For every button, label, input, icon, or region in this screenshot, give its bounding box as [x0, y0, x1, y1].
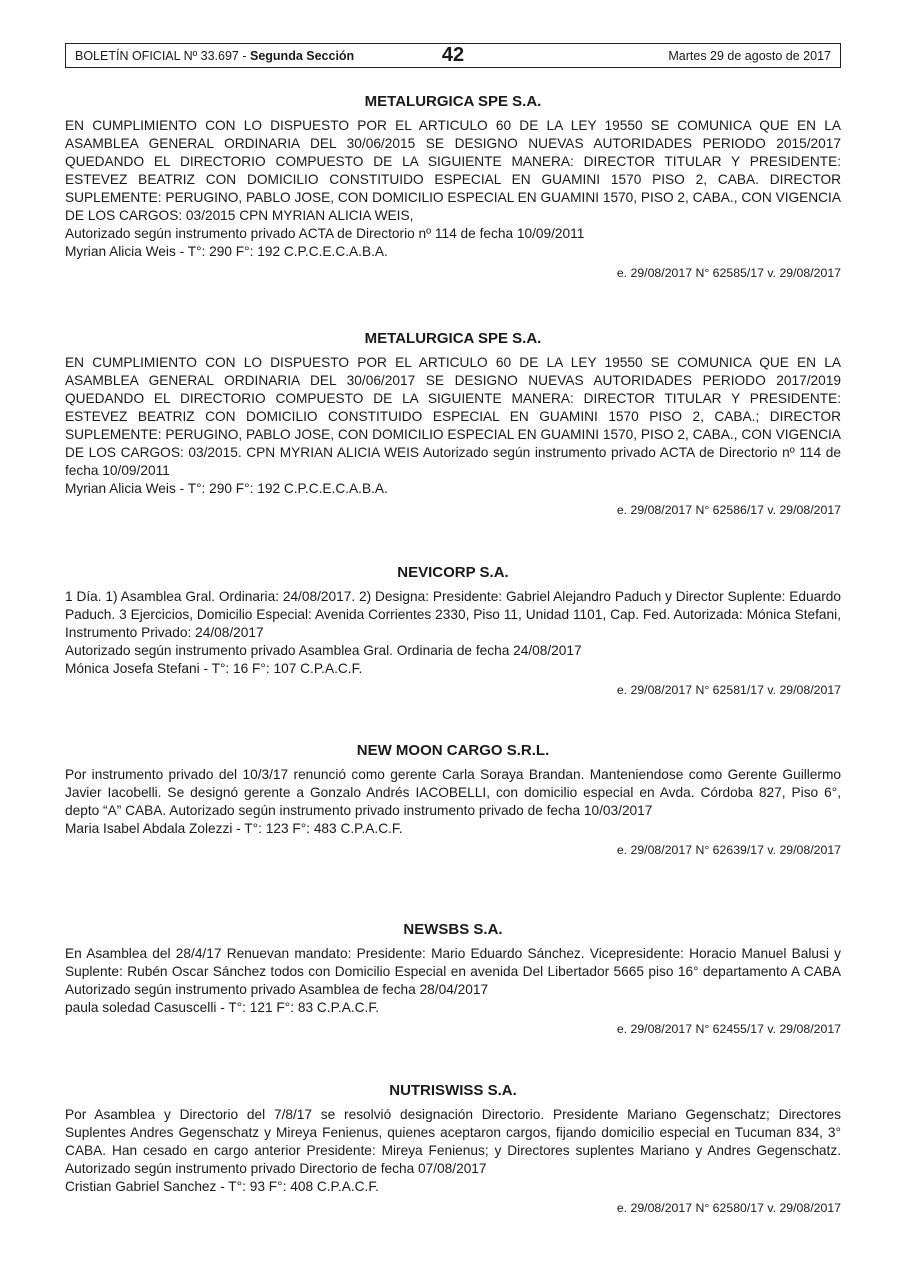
notice-signer: Maria Isabel Abdala Zolezzi - T°: 123 F°: 483 C.P.A.C.F. [65, 821, 403, 836]
notice-signer: paula soledad Casuscelli - T°: 121 F°: 83 C.P.A.C.F. [65, 1000, 380, 1015]
notice [65, 564, 841, 699]
notice-body: EN CUMPLIMIENTO CON LO DISPUESTO POR EL ARTICULO 60 DE LA LEY 19550 SE COMUNICA QUE EN LA ASAMBLEA GENERAL ORDINARIA DEL 30/06/2015 SE DESIGNO NUEVAS AUTORIDADES PERIODO 2015/2017 QUEDANDO EL DIRECTORIO COMPUESTO DE LA SIGUIENTE MANERA: DIRECTOR TITULAR Y PRESIDENTE: ESTEVEZ BEATRIZ CON DOMICILIO CONSTITUIDO ESPECIAL EN GUAMINI 1570 PISO 2, CABA. DIRECTOR SUPLEMENTE: PERUGINO, PABLO JOSE, CON DOMICILIO ESPECIAL EN GUAMINI 1570, PISO 2, CABA., CON VIGENCIA DE LOS CARGOS: 03/2015 CPN MYRIAN ALICIA WEIS, [65, 118, 841, 223]
notice-body: Por Asamblea y Directorio del 7/8/17 se resolvió designación Directorio. Presidente Mariano Gegenschatz; Directores Suplentes Andres Gegenschatz y Mireya Fenienus, quienes aceptaron cargos, fijando domicilio especial en Tucuman 834, 3° CABA. Han cesado en cargo anterior Presidente: Mireya Fenienus; y Directores suplentes Mariano y Andres Gegenschatz. Autorizado según instrumento privado Directorio de fecha 07/08/2017 [65, 1107, 841, 1176]
notice-authorization: Autorizado según instrumento privado Asamblea Gral. Ordinaria de fecha 24/08/2017 [65, 643, 582, 658]
notice-edict-number: e. 29/08/2017 N° 62585/17 v. 29/08/2017 [616, 266, 841, 280]
notice-body: En Asamblea del 28/4/17 Renuevan mandato: Presidente: Mario Eduardo Sánchez. Vicepresidente: Horacio Manuel Balusi y Suplente: Rubén Oscar Sánchez todos con Domicilio Especial en avenida Del Libertador 5665 piso 16° departamento A CABA Autorizado según instrumento privado Asamblea de fecha 28/04/2017 [65, 946, 841, 997]
notice [65, 742, 841, 859]
notice-signer: Mónica Josefa Stefani - T°: 16 F°: 107 C.P.A.C.F. [65, 661, 363, 676]
notice-title: NEVICORP S.A. [397, 564, 509, 581]
notice-signer: Myrian Alicia Weis - T°: 290 F°: 192 C.P.C.E.C.A.B.A. [65, 244, 388, 259]
page-number: 42 [441, 44, 465, 66]
section-name: Segunda Sección [250, 48, 355, 63]
notice [65, 1082, 841, 1217]
notice-edict-number: e. 29/08/2017 N° 62580/17 v. 29/08/2017 [616, 1201, 841, 1215]
notice-title: NEW MOON CARGO S.R.L. [356, 742, 550, 759]
notice-body: 1 Día. 1) Asamblea Gral. Ordinaria: 24/08/2017. 2) Designa: Presidente: Gabriel Alejandro Paduch y Director Suplente: Eduardo Paduch. 3 Ejercicios, Domicilio Especial: Avenida Corrientes 2330, Piso 11, Unidad 1101, Cap. Fed. Autorizada: Mónica Stefani, Instrumento Privado: 24/08/2017 [65, 589, 841, 640]
notice-authorization: Autorizado según instrumento privado ACTA de Directorio nº 114 de fecha 10/09/2011 [65, 226, 585, 241]
publication-info [75, 49, 442, 63]
header-separator: - [238, 48, 250, 63]
notice [65, 93, 841, 282]
publication-date: Martes 29 de agosto de 2017 [668, 48, 831, 63]
notice-body: EN CUMPLIMIENTO CON LO DISPUESTO POR EL ARTICULO 60 DE LA LEY 19550 SE COMUNICA QUE EN LA ASAMBLEA GENERAL ORDINARIA DEL 30/06/2017 SE DESIGNO NUEVAS AUTORIDADES PERIODO 2017/2019 QUEDANDO EL DIRECTORIO COMPUESTO DE LA SIGUIENTE MANERA: DIRECTOR TITULAR Y PRESIDENTE: ESTEVEZ BEATRIZ CON DOMICILIO CONSTITUIDO ESPECIAL EN GUAMINI 1570 PISO 2, CABA.; DIRECTOR SUPLEMENTE: PERUGINO, PABLO JOSE, CON DOMICILIO ESPECIAL EN GUAMINI 1570, PISO 2, CABA., CON VIGENCIA DE LOS CARGOS: 03/2015. CPN MYRIAN ALICIA WEIS Autorizado según instrumento privado ACTA de Directorio nº 114 de fecha 10/09/2011 [65, 355, 841, 478]
publication-name: BOLETÍN OFICIAL Nº 33.697 [75, 48, 239, 63]
notice-signer: Myrian Alicia Weis - T°: 290 F°: 192 C.P.C.E.C.A.B.A. [65, 481, 388, 496]
notice [65, 921, 841, 1038]
notice-edict-number: e. 29/08/2017 N° 62581/17 v. 29/08/2017 [616, 683, 841, 697]
notice-title: METALURGICA SPE S.A. [364, 330, 542, 347]
notice-signer: Cristian Gabriel Sanchez - T°: 93 F°: 408 C.P.A.C.F. [65, 1179, 379, 1194]
notice-edict-number: e. 29/08/2017 N° 62455/17 v. 29/08/2017 [616, 1022, 841, 1036]
notice-edict-number: e. 29/08/2017 N° 62586/17 v. 29/08/2017 [616, 503, 841, 517]
notice [65, 330, 841, 519]
notice-title: METALURGICA SPE S.A. [364, 93, 542, 110]
page-header [65, 43, 841, 68]
notice-title: NUTRISWISS S.A. [389, 1082, 517, 1099]
notice-edict-number: e. 29/08/2017 N° 62639/17 v. 29/08/2017 [616, 843, 841, 857]
notice-body: Por instrumento privado del 10/3/17 renunció como gerente Carla Soraya Brandan. Manteniendose como Gerente Guillermo Javier Iacobelli. Se designó gerente a Gonzalo Andrés IACOBELLI, con domicilio especial en Avda. Córdoba 827, Piso 6°, depto “A” CABA. Autorizado según instrumento privado instrumento privado de fecha 10/03/2017 [65, 767, 841, 818]
notice-title: NEWSBS S.A. [403, 921, 503, 938]
